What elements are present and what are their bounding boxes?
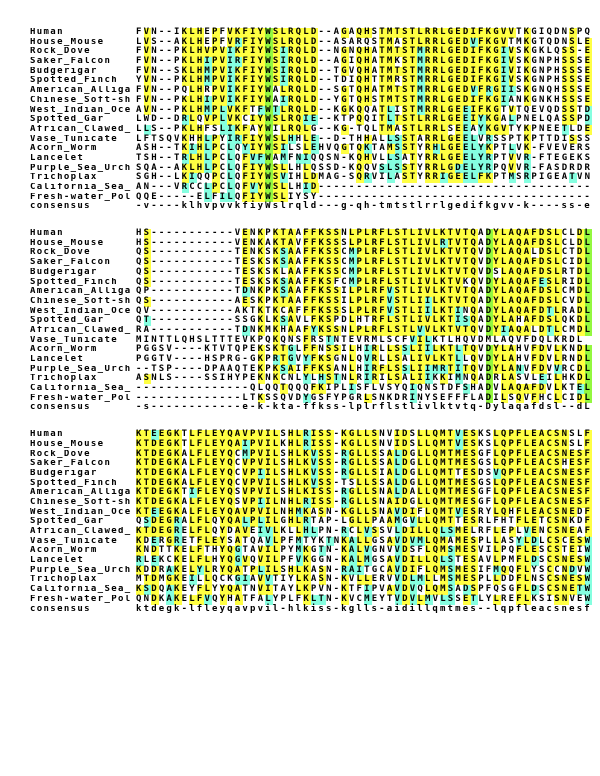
sequence-text: QV-----------AKTKTKCAFFFKSSSLPLRFVSTLIILKTINQADYLAQAFDTLRADL xyxy=(136,305,593,316)
species-name: American_Alliga xyxy=(30,86,132,96)
species-name: Rock_Dove xyxy=(30,449,91,459)
species-name: Purple_Sea_Urch xyxy=(30,565,132,575)
sequence-text: QSDEGRALFLQYQALPLILGHLRTAP-LGLLPAAMGVLLQMTTESRLFHTFLETCSNKDF xyxy=(136,516,593,527)
sequence-text: KNDTTKELFTHYQGTAVILPYMKGTN-KALVGNVVDSFLQMSMESVILPQFLESCSTEIW xyxy=(136,545,593,556)
consensus-row xyxy=(30,403,600,413)
species-name: California_Sea_ xyxy=(30,585,132,595)
species-name: Chinese_Soft-sh xyxy=(30,497,132,507)
sequence-text: ASNLS----SSIHYPEKNKCNLYLHSTNLRIRILSALIIKKIMNQADRLASVLEILHKDL xyxy=(136,373,593,384)
sequence-text: ---------------QLQQTQQQFKIPLISFLVSYQIQNSTDFSHADVLAQAFDVLKTEL xyxy=(136,383,593,394)
species-name: California_Sea_ xyxy=(30,183,132,192)
sequence-text: QS-----------AESKPKTAAFFKSSILPLRFVSTLIILKTVTQADYLAQAFDSLCVDL xyxy=(136,295,593,306)
sequence-text: FVN--SKLHMPVIKFIYWSIRQLD--TGVQHATMTSTMRRLGEDIFKGIVIKGNPHSSSE xyxy=(136,65,593,76)
sequence-text: HS-----------VENKAKTAVFFKSSSLPLRFLSTLIVLRTVTQADYLAQAFDSLCLDL xyxy=(136,237,593,248)
alignment-block-3 xyxy=(30,430,600,614)
sequence-text: KTDEGKALFLEYQCVPIILSHLKVSS-RGLLSIALDGLLQMTTESDSVQPFLEACSNESF xyxy=(136,467,593,478)
sequence-text: QS-----------TESKSKSAAFFKSSCMPLRFLSTLIVLKTVTQVDYLAQAFDSLCIDL xyxy=(136,257,593,268)
sequence-text: QT-----------SSGKLKSAVLFKSPDLHTRFLSTLIVLKTISQADYLAHAFDSLQKDL xyxy=(136,315,593,326)
species-name: Acorn_Worm xyxy=(30,345,98,355)
sequence-text: FVN--PKLHIPVIRFIYWSIRQLD--AGIQHATMKSTMRRLGEDIFKGIVSKGNPHSSSE xyxy=(136,56,593,67)
sequence-text: HS-----------VENKPKTAAFFKSSNLPLRFLSTLIVLKTVTQADYLAQAFDSLCLDL xyxy=(136,228,593,239)
sequence-text: LLS--PKLHFSLIKFAYWILRQLG--KG-TQLTMASTLRRLSEEAYKGVTYKPNEETLDE xyxy=(136,123,593,134)
species-name: Rock_Dove xyxy=(30,47,91,57)
sequence-text: SQA--AKLHLPCLQFIYWSLLHLQSSD-KQQVSLSSTYRRLGDELYRPQVVR-FASDRDR xyxy=(136,162,593,173)
species-name: Trichoplax xyxy=(30,575,98,585)
species-name: African_Clawed_ xyxy=(30,124,132,134)
sequence-text: AN---VRCCLPCLQFVYWSLLHID------------------------------------ xyxy=(136,182,593,192)
species-name: West_Indian_Oce xyxy=(30,105,132,115)
sequence-text: KTDEGKALFLEYQCMPVILSHLKVSS-RGLLSSALDGLLQMTMESGFLQPFLEACSNESF xyxy=(136,448,593,459)
sequence-text: KTDEGKALFLEYQCVPVILSHLKVSS-TSLLSSALDGLLQMTMESGSLQPFLEACSNESF xyxy=(136,477,593,488)
species-name: Budgerigar xyxy=(30,66,98,76)
species-name: Acorn_Worm xyxy=(30,144,98,154)
species-name: African_Clawed_ xyxy=(30,325,132,335)
species-name: Fresh-water_Pol xyxy=(30,192,132,202)
sequence-text: KTEEGKTLFLEYQAVPVILSHLRISS-KGLLSNVIDSLLQMTVESKSLQPFLEACSNSLF xyxy=(136,429,593,440)
sequence-text: RA-----------TDNKMKHAAFYKSSNLPLRFLSTLVVLKTVTQVDYIAQALDTLCMDL xyxy=(136,324,593,335)
species-name: Chinese_Soft-sh xyxy=(30,95,132,105)
sequence-text: QS-----------TESKSKSAAFFKSFCMPLRFLSTLIVLKTVKQVDYLAQAFESLRIDL xyxy=(136,276,593,287)
species-name: Spotted_Gar xyxy=(30,316,105,326)
sequence-text: --TSP----DPAAQTEKPKSAIFFKSANLHIRFLSSLIIMRTITQVDYLANVFDVVRCDL xyxy=(136,363,593,374)
sequence-text: KTDEGRELFLQYDAVEIVLKLLHLPN-RCLVSSVLDILLQLSMELRFLEPLVENCSNEAF xyxy=(136,526,593,536)
species-name: West_Indian_Oce xyxy=(30,306,132,316)
species-name: West_Indian_Oce xyxy=(30,507,132,517)
species-name: Budgerigar xyxy=(30,468,98,478)
species-name: Purple_Sea_Urch xyxy=(30,163,132,173)
sequence-text: SGH--LKIQQPCLQFIYWSVIHLDMAG-SQRVILASTYRRIGEELFKPTMSRPIGEATVN xyxy=(136,172,593,183)
sequence-text: -s------------e-k-kta-ffkss-lplrflstlivlktvtq-Dylaqafdsl--dL xyxy=(136,402,592,413)
species-name: Trichoplax xyxy=(30,374,98,384)
sequence-text: PGGTV----HSPRG-GKPRTGVYFKSGNLQVRLLSALIVLKTLLQVDYLAHVFDVLRNDL xyxy=(136,354,593,364)
sequence-text: KDDRAKELYLRYQATPLILSHLKASN-RAITGCAVDIFLQMSMESIFMQQFLYSCCNDVW xyxy=(136,564,593,575)
sequence-text: FVN--IKLHEPFVKFIYWSLRQLD--AGAQHSTMTSTLRRLGEDIFKGVVTKGIQDNSPQ xyxy=(136,27,593,37)
sequence-text: KSDQAKEYFLYYQATNVITAYLKPVN-KTFIPVAVDVQLQMSADSPFQSGFLDSCSNETW xyxy=(136,584,593,595)
species-name: Acorn_Worm xyxy=(30,546,98,556)
sequence-text: LVS--AKLHEPFVRFIYWSLRQLD--ASARQSTMASTLRRLGEDVFKGVTMKGTQDNSLE xyxy=(136,36,593,47)
sequence-text: KTEEGKALFLEYQAVPVILNHMKASN-KGLLSNAVDIFLQMTVESRYLQHFLEACSNEDF xyxy=(136,506,593,517)
alignment-block-2 xyxy=(30,229,600,413)
sequence-text: FVN--PKLHVPVIKFIYWSIRQLD--NGNQHATMTSTMRRLGEDIFKGIVSKGKLQSS-E xyxy=(136,46,593,57)
species-name: Lancelet xyxy=(30,556,85,566)
species-name: American_Alliga xyxy=(30,488,132,498)
sequence-text: LFTSQVKHHLPYIRFIYWSLHHLE--D-THHALLSSTARRLGEELVRSSPTKPTTDISSS xyxy=(136,133,593,144)
species-name: Vase_Tunicate xyxy=(30,536,118,546)
sequence-text: QQE-----ELFILQFIYWSLIYSY------------------------------------ xyxy=(136,191,592,202)
sequence-text: KTDEGKTLFLEYQAIPVILKHLRISS-KGLLSNVIDSLLQMTVESKSLQPFLEACSNSLF xyxy=(136,438,593,449)
consensus-label: consensus xyxy=(30,403,91,413)
sequence-text: KTDEGKALFLEYQCVPVILSHLKVSS-RGLLSSALDGLLQMTMESGSLQPFLEACSHESF xyxy=(136,458,593,469)
species-name: American_Alliga xyxy=(30,287,132,297)
species-name: California_Sea_ xyxy=(30,384,132,394)
species-name: Spotted_Finch xyxy=(30,478,118,488)
species-name: Purple_Sea_Urch xyxy=(30,364,132,374)
sequence-text: MINTTLQHSLTTTEVKPQKQNSFRSTNTEVRMLSCFVILKTLHQVDMLAQVFDQLKRDL xyxy=(136,334,585,345)
species-name: Spotted_Gar xyxy=(30,517,105,527)
sequence-text: ASH--TKIHLPCLQYIYWSILSLEHVQGTQKTAMSSTYRHLGEELYKPTLVK-FVEVERS xyxy=(136,143,593,154)
sequence-text: QP-----------TDNKPKSAAFFKSSILPLRFVSTLIVLKTVTQADYLAQAFDSLCMDL xyxy=(136,286,593,297)
consensus-row xyxy=(30,605,600,615)
species-name: Fresh-water_Pol xyxy=(30,594,132,604)
species-name: Spotted_Finch xyxy=(30,76,118,86)
sequence-text: KDERGRETFLEYSATQAVLPFMTYKTNKALLGSAVDVMLQMAMESPLLASYLDLCSCESW xyxy=(136,535,593,546)
species-name: Vase_Tunicate xyxy=(30,134,118,144)
species-name: Lancelet xyxy=(30,355,85,364)
sequence-text: RLEKCKELFLHYQGVQVILPFVKGGN-KALMGSAVDILLQLSTESAVLPMFLDSCSNESW xyxy=(136,555,593,566)
species-name: House_Mouse xyxy=(30,238,105,248)
sequence-text: ktdegk-lfleyqavpvil-hlkiss-kglls-aidillqmtmes--lqpfleacsnesf xyxy=(136,603,592,614)
sequence-text: KTDEGKTIFLEYQSVPVILSHLKISS-RGLLSNALDALLQMTMESGFLQPFLEACSNESF xyxy=(136,487,593,498)
species-name: Human xyxy=(30,229,64,239)
species-name: Trichoplax xyxy=(30,173,98,183)
sequence-text: -v----klhvpvvkfiyWslrqld---g-qh-tmtstlrrlgedifkgvv-k----ss-e xyxy=(136,201,592,212)
sequence-text: FVN--PKLHIPVIKFIYWAIRQLD--YGTQHSTMTSTMRRLGEDIFKGIANKGNKHSSSE xyxy=(136,94,593,105)
sequence-text: PGGSV----KTVTQPEKSKTGLFFNSSILHIRLLSSLIILKTLTQVDYLAHVFDVLKNDL xyxy=(136,344,593,355)
species-name: Saker_Falcon xyxy=(30,258,112,268)
sequence-text: LWD--DRLQVPLVKCIYWSLRQIE--KTPQQITLTSTLRRLGEEIYKGALPNELQASSPD xyxy=(136,114,593,125)
sequence-text: --------------LTKSSQVDYGSFYPGRLSNKDRINYSEFFFLADILSQVFHCLCIDL xyxy=(136,392,593,403)
species-name: Human xyxy=(30,28,64,37)
species-name: Human xyxy=(30,430,64,440)
species-name: House_Mouse xyxy=(30,37,105,47)
consensus-row xyxy=(30,202,600,212)
sequence-text: TSH--TRLHLPCLQFVFWAMFNIQQSN-KQHVLLSATYRRLGEELYRPTVVR-FTEGEKS xyxy=(136,152,593,163)
species-name: Lancelet xyxy=(30,153,85,163)
species-name: Spotted_Gar xyxy=(30,115,105,125)
species-name: Chinese_Soft-sh xyxy=(30,296,132,306)
consensus-label: consensus xyxy=(30,202,91,212)
species-name: House_Mouse xyxy=(30,439,105,449)
sequence-text: AVN--PKLHMPLVKFTFWTLRQLD--KGKQQATLISTMRRLGEEIFKGTVTQEVQDSSTD xyxy=(136,104,593,115)
species-name: African_Clawed_ xyxy=(30,527,132,536)
species-name: Spotted_Finch xyxy=(30,277,118,287)
sequence-text: FVN--PQLHRPVIKFIYWALRQLD--SGTQHATMTSTMRRLGEDVFRGIISKGNQHSSSE xyxy=(136,85,593,96)
species-name: Saker_Falcon xyxy=(30,459,112,469)
sequence-text: MTDMGKEILLQCKGIAVVTIYLKASN-KVLLERVVDLMLLMSMESPLLDDFLNSCSNESW xyxy=(136,574,593,585)
sequence-text: QNDKAKELFVQYHATFALYPLFKLTN-KVCMEYTVDVLMVLSSETLYLREFLKSISNVEW xyxy=(136,593,593,604)
sequence-text: QS-----------TENKSKSAAFFKSSCMPLRFLSTLIVLKTVTQVDYLAQALDSLCTDL xyxy=(136,247,593,258)
alignment-block-1 xyxy=(30,28,600,212)
species-name: Vase_Tunicate xyxy=(30,335,118,345)
species-name: Fresh-water_Pol xyxy=(30,393,132,403)
consensus-label: consensus xyxy=(30,604,91,614)
sequence-text: YVN--PKLHMPVIKFIYWSIRQLD--TDIQHTTMRSTMRRLGEDIFKGIVSKGNPHSSSE xyxy=(136,75,593,86)
sequence-text: QS-----------TESKSKLAAFFKSSCMPLRFLSTLIVLKTVTQVDSLAQAFDSLRTDL xyxy=(136,266,593,277)
species-name: Saker_Falcon xyxy=(30,57,112,67)
sequence-text: KTDEGKALFLEYQSVPIILNHLRISS-RGLLSNAIDGLLQMTMESGFLQPFLEACSNESF xyxy=(136,496,593,507)
species-name: Budgerigar xyxy=(30,267,98,277)
species-name: Rock_Dove xyxy=(30,248,91,258)
